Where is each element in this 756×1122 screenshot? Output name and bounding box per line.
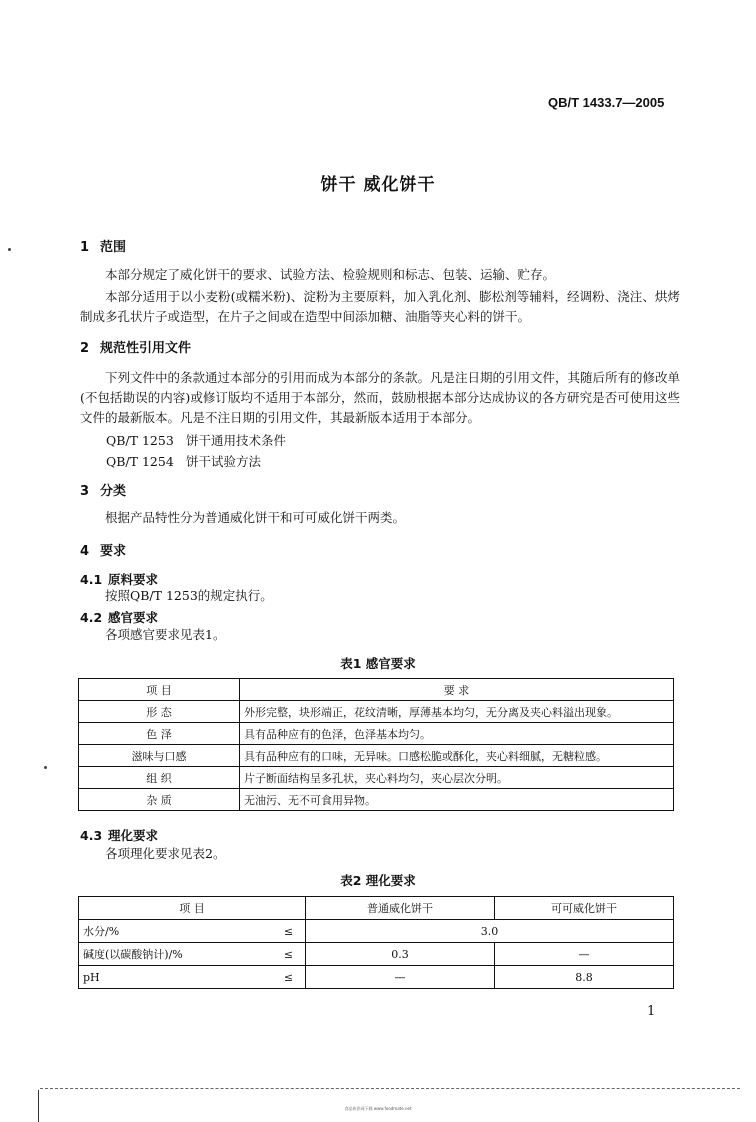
table-row xyxy=(79,723,674,745)
section-title: 分类 xyxy=(100,484,127,499)
row-requirement: 具有品种应有的色泽，色泽基本均匀。 xyxy=(240,723,674,745)
section-2-paragraph-1: 下列文件中的条款通过本部分的引用而成为本部分的条款。凡是注日期的引用文件，其随后所有的修改单(不包括勘误的内容)或修订版均不适用于本部分，然而，鼓励根据本部分达成协议的各方研究是否可使用这些文件的最新版本。凡是不注日期的引用文件，其最新版本适用于本部分。 xyxy=(80,370,681,425)
page-bottom-divider xyxy=(40,1088,740,1089)
section-number: 4.2 xyxy=(80,610,103,625)
physicochemical-requirements-table xyxy=(78,896,674,989)
row-item: 碱度(以碳酸钠计)/% xyxy=(79,943,273,966)
section-title: 理化要求 xyxy=(108,828,159,843)
section-1-paragraph-1: 本部分规定了威化饼干的要求、试验方法、检验规则和标志、包装、运输、贮存。 xyxy=(105,267,556,282)
row-value-merged: 3.0 xyxy=(306,920,674,943)
row-value-regular: — xyxy=(306,966,495,989)
section-4-heading xyxy=(80,540,126,559)
section-1-paragraph-2: 本部分适用于以小麦粉(或糯米粉)、淀粉为主要原料，加入乳化剂、膨松剂等辅料，经调粉、浇注、烘烤制成多孔状片子或造型，在片子之间或在造型中间添加糖、油脂等夹心料的饼干。 xyxy=(80,289,680,324)
row-item: pH xyxy=(79,966,273,989)
section-number: 4.3 xyxy=(80,828,103,843)
scan-artifact-dot xyxy=(8,248,11,251)
sensory-requirements-table xyxy=(78,678,674,811)
section-title: 原料要求 xyxy=(108,572,159,587)
table-header-row xyxy=(79,897,674,920)
reference-code: QB/T 1253 xyxy=(106,433,174,448)
row-requirement: 无油污、无不可食用异物。 xyxy=(240,789,674,811)
table-row xyxy=(79,767,674,789)
section-2-heading xyxy=(80,337,191,356)
section-number: 4 xyxy=(80,544,90,559)
footer-text: 食品伙伴网下载 www.foodmate.net xyxy=(344,1106,412,1111)
section-title: 要求 xyxy=(100,544,127,559)
row-value-regular: 0.3 xyxy=(306,943,495,966)
page-number: 1 xyxy=(647,1004,656,1019)
section-4-3-heading xyxy=(80,826,158,844)
table-row xyxy=(79,789,674,811)
row-item: 杂 质 xyxy=(79,789,240,811)
section-title: 规范性引用文件 xyxy=(100,341,192,356)
reference-code: QB/T 1254 xyxy=(106,454,174,469)
row-item: 滋味与口感 xyxy=(79,745,240,767)
table-row xyxy=(79,966,674,989)
scan-artifact-dot xyxy=(44,766,47,769)
column-header-regular-wafer: 普通威化饼干 xyxy=(306,897,495,920)
column-header-item: 项 目 xyxy=(79,897,306,920)
table-row xyxy=(79,920,674,943)
row-requirement: 具有品种应有的口味，无异味。口感松脆或酥化，夹心料细腻，无糖粒感。 xyxy=(240,745,674,767)
row-item: 水分/% xyxy=(79,920,273,943)
row-item: 色 泽 xyxy=(79,723,240,745)
row-requirement: 片子断面结构呈多孔状，夹心料均匀，夹心层次分明。 xyxy=(240,767,674,789)
section-4-3-paragraph: 各项理化要求见表2。 xyxy=(105,846,226,861)
row-item: 组 织 xyxy=(79,767,240,789)
row-requirement: 外形完整，块形端正，花纹清晰，厚薄基本均匀，无分离及夹心料溢出现象。 xyxy=(240,701,674,723)
reference-item xyxy=(106,431,286,449)
row-comparator: ≤ xyxy=(272,920,306,943)
section-number: 1 xyxy=(80,240,90,255)
column-header-item: 项 目 xyxy=(79,679,240,701)
section-3-heading xyxy=(80,480,126,499)
row-value-cocoa: — xyxy=(495,943,674,966)
reference-item xyxy=(106,452,261,470)
table-1-caption: 表1 感官要求 xyxy=(340,656,416,671)
section-title: 范围 xyxy=(100,240,127,255)
column-header-requirement: 要 求 xyxy=(240,679,674,701)
row-item: 形 态 xyxy=(79,701,240,723)
section-3-paragraph-1: 根据产品特性分为普通威化饼干和可可威化饼干两类。 xyxy=(105,510,406,525)
section-4-2-heading xyxy=(80,608,158,626)
table-row xyxy=(79,745,674,767)
section-1-heading xyxy=(80,236,126,255)
section-4-2-paragraph: 各项感官要求见表1。 xyxy=(105,627,226,642)
table-header-row xyxy=(79,679,674,701)
row-value-cocoa: 8.8 xyxy=(495,966,674,989)
document-title: 饼干 威化饼干 xyxy=(320,175,436,195)
column-header-cocoa-wafer: 可可威化饼干 xyxy=(495,897,674,920)
section-title: 感官要求 xyxy=(108,610,159,625)
table-2-caption: 表2 理化要求 xyxy=(340,873,416,888)
table-row xyxy=(79,701,674,723)
reference-name: 饼干通用技术条件 xyxy=(186,433,287,448)
standard-code: QB/T 1433.7—2005 xyxy=(548,95,665,110)
row-comparator: ≤ xyxy=(272,943,306,966)
section-number: 3 xyxy=(80,484,90,499)
row-comparator: ≤ xyxy=(272,966,306,989)
reference-name: 饼干试验方法 xyxy=(186,454,262,469)
section-number: 4.1 xyxy=(80,572,103,587)
table-row xyxy=(79,943,674,966)
section-4-1-paragraph: 按照QB/T 1253的规定执行。 xyxy=(105,588,273,603)
section-number: 2 xyxy=(80,341,90,356)
